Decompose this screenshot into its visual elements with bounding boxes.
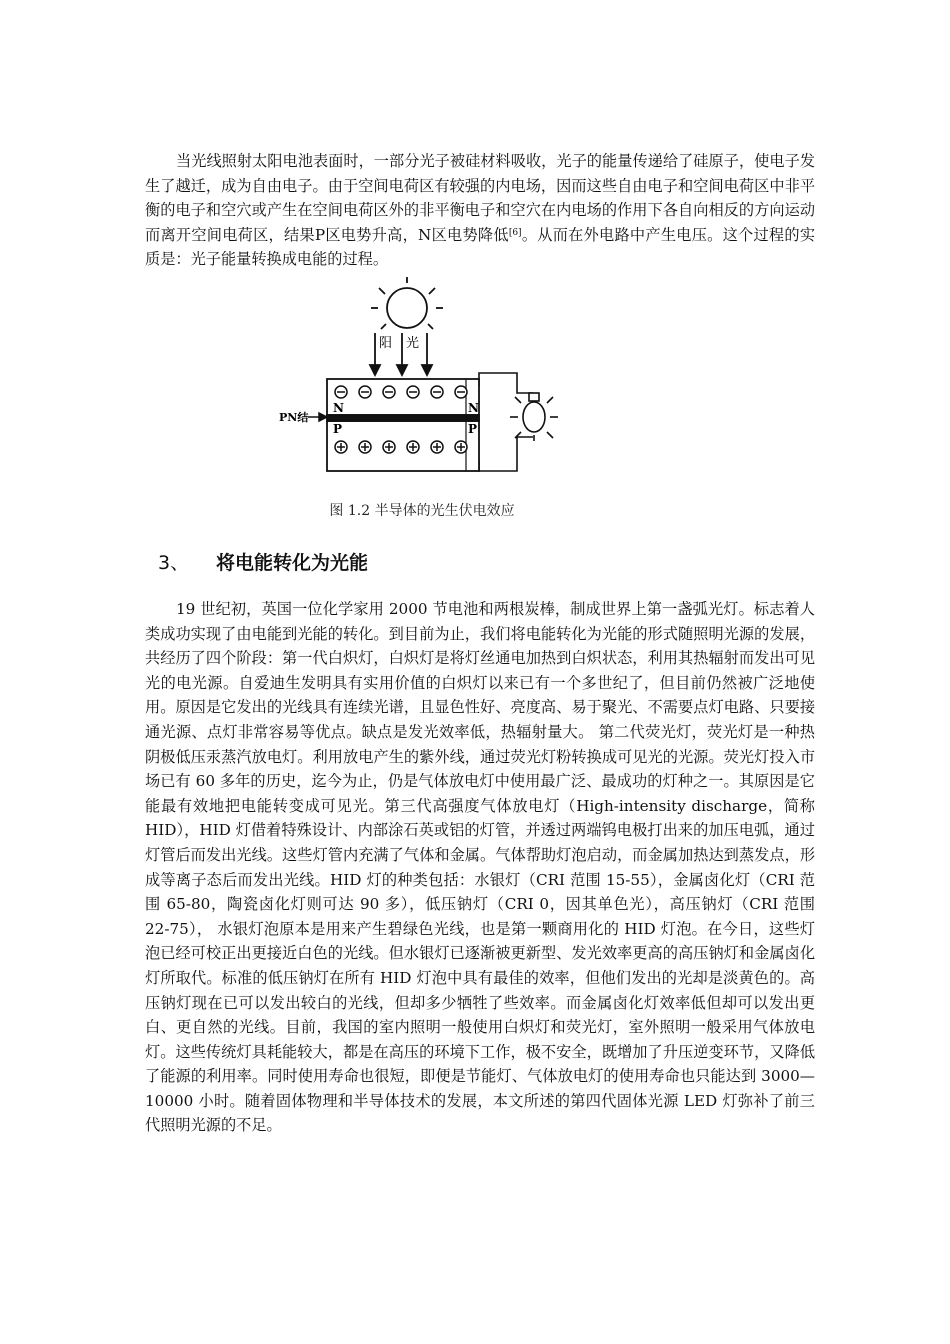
section-heading [158,548,368,575]
figure-caption [0,500,950,520]
pn-junction-label: PN结 [279,411,309,424]
paragraph-photovoltaic-tail: 。从而在外电路中产生电压。这个过程的实质是：光子能量转换成电能的过程。 [145,225,816,269]
n-region-label-right: N [468,401,479,415]
paragraph-photovoltaic-text: 当光线照射太阳电池表面时，一部分光子被硅材料吸收，光子的能量传递给了硅原子，使电子发生了越迁，成为自由电子。由于空间电荷区有较强的内电场，因而这些自由电子和空间电荷区中非平衡的电子和空穴或产生在空间电荷区外的非平衡电子和空穴在内电场的作用下各自向相反的方向运动而离开空间电荷区，结果P区电势升高，N区电势降低 [145,152,815,244]
p-region-label-left: P [333,422,343,436]
section-title: 将电能转化为光能 [216,552,369,574]
sunlight-label-guang: 光 [406,336,420,351]
paragraph-electric-to-light-text: 19 世纪初，英国一位化学家用 2000 节电池和两根炭棒，制成世界上第一盏弧光灯。标志着人类成功实现了由电能到光能的转化。到目前为止，我们将电能转化为光能的形式随照明光源的发展，共经历了四个阶段：第一代白炽灯，白炽灯是将灯丝通电加热到白炽状态，利用其热辐射而发出可见光的电光源。自爱迪生发明具有实用价值的白炽灯以来已有一个多世纪了，但目前仍然被广泛地使用。原因是它发出的光线具有连续光谱，且显色性好、亮度高、易于聚光、不需要点灯电路、只要接通光源、点灯非常容易等优点。缺点是发光效率低，热辐射量大。 第二代荧光灯，荧光灯是一种热阴极低压汞蒸汽放电灯。利用放电产生的紫外线，通过荧光灯粉转换成可见光的光源。荧光灯投入市场已有 60 多年的历史，迄今为止，仍是气体放电灯中使用最广泛、最成功的灯种之一。其原因是它能最有效地把电能转变成可见光。第三代高强度气体放电灯（High-intensity discharge，简称 HID），HID 灯借着特殊设计、内部涂石英或铝的灯管，并透过两端钨电极打出来的加压电弧，通过灯管后而发出光线。这些灯管内充满了气体和金属。气体帮助灯泡启动，而金属加热达到蒸发点，形成等离子态后而发出光线。HID 灯的种类包括：水银灯（CRI 范围 15-55），金属卤化灯（CRI 范围 65-80，陶瓷卤化灯则可达 90 多），低压钠灯（CRI 0，因其单色光），高压钠灯（CRI 范围 22-75）， 水银灯泡原本是用来产生碧绿色光线，也是第一颗商用化的 HID 灯泡。在今日，这些灯泡已经可校正出更接近白色的光线。但水银灯已逐渐被更新型、发光效率更高的高压钠灯和金属卤化灯所取代。标准的低压钠灯在所有 HID 灯泡中具有最佳的效率，但他们发出的光却是淡黄色的。高压钠灯现在已可以发出较白的光线，但却多少牺牲了些效率。而金属卤化灯效率低但却可以发出更白、更自然的光线。目前，我国的室内照明一般使用白炽灯和荧光灯，室外照明一般采用气体放电灯。这些传统灯具耗能较大，都是在高压的环境下工作，极不安全，既增加了升压逆变环节，又降低了能源的利用率。同时使用寿命也很短，即便是节能灯、气体放电灯的使用寿命也只能达到 3000—10000 小时。随着固体物理和半导体技术的发展，本文所述的第四代固体光源 LED 灯弥补了前三代照明光源的不足。 [145,600,815,1135]
citation-ref: [6] [508,227,522,238]
sunlight-label-yang: 阳 [379,336,393,351]
p-region-label-right: P [468,422,478,436]
light-bulb-icon [510,393,558,441]
pn-junction-arrow [308,413,327,421]
figure-caption-text: 图 1.2 半导体的光生伏电效应 [329,503,515,519]
section-number: 3、 [158,552,190,574]
pn-junction-diagram [275,275,595,475]
sun-icon [371,277,443,329]
n-region-label-left: N [333,401,344,415]
paragraph-photovoltaic [145,149,815,272]
paragraph-electric-to-light [145,597,815,1138]
